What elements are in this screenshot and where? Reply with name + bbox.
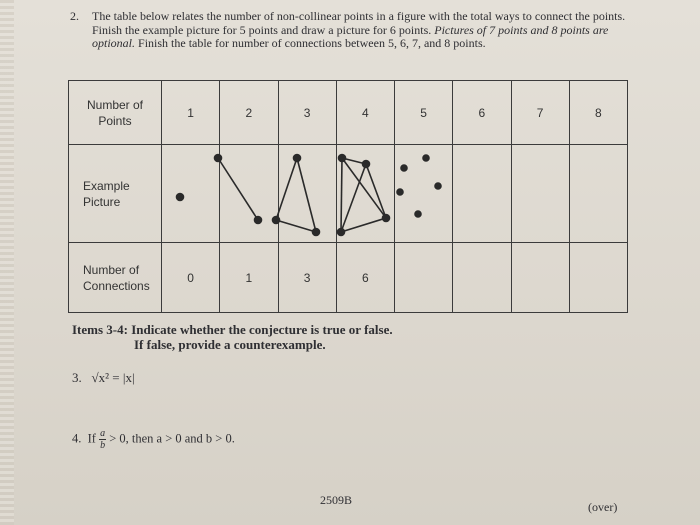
point-dot <box>294 155 301 162</box>
points-cell: 7 <box>511 81 569 145</box>
item-4-statement: > 0, then a > 0 and b > 0. <box>109 431 235 446</box>
point-dot <box>313 229 320 236</box>
point-dot <box>339 155 346 162</box>
page-code: 2509B <box>320 493 353 507</box>
point-dot <box>255 217 262 224</box>
fraction: $\frac{a}{b}$ <box>100 428 106 451</box>
item-number: 3. <box>72 370 82 385</box>
segment <box>276 158 297 220</box>
point-dot <box>177 194 184 201</box>
connections-cell: 0 <box>162 243 220 313</box>
item-4: 4. If $\frac{a}{b}$ > 0, then a > 0 and b > 0. <box>72 428 235 451</box>
segment <box>297 158 316 232</box>
segment <box>341 158 342 232</box>
example-pictures <box>68 80 628 312</box>
connections-cell: 1 <box>220 243 278 313</box>
point-dot <box>423 155 429 161</box>
point-dot <box>415 211 421 217</box>
point-dot <box>401 165 407 171</box>
segment <box>366 164 386 218</box>
faint-bleed-through <box>150 360 330 400</box>
points-cell: 5 <box>395 81 453 145</box>
row-label-points: Number of Points <box>69 81 162 145</box>
point-dot <box>215 155 222 162</box>
points-cell: 4 <box>336 81 394 145</box>
perforation-edge <box>0 0 14 525</box>
question-2 <box>70 10 630 51</box>
points-cell: 1 <box>162 81 220 145</box>
item-3-equation: √x² = |x| <box>91 370 135 385</box>
item-3 <box>72 370 135 386</box>
question-text: The table below relates the number of non-collinear points in a figure with the total ways to connect the points. Finish the example picture for 5 points and draw a picture for 6 points. Pictures of 7 points and 8 points are optional. Finish the table for number of connections between 5, 6, 7, and 8 points. <box>92 9 626 50</box>
point-dot <box>435 183 441 189</box>
over-label: (over) <box>588 500 618 514</box>
row-label-connections: Number of Connections <box>69 243 162 313</box>
point-dot <box>383 215 390 222</box>
point-dot <box>273 217 280 224</box>
item-number: 4. <box>72 431 82 446</box>
segment <box>341 218 386 232</box>
connections-cell: 6 <box>336 243 394 313</box>
point-dot <box>363 161 370 168</box>
points-cell: 6 <box>453 81 511 145</box>
point-dot <box>397 189 403 195</box>
row-label-picture: Example Picture <box>69 145 162 243</box>
segment <box>218 158 258 220</box>
connections-cell: 3 <box>278 243 336 313</box>
points-connections-table <box>68 80 628 312</box>
point-dot <box>338 229 345 236</box>
question-number: 2. <box>70 9 79 23</box>
points-cell: 8 <box>569 81 627 145</box>
points-cell: 2 <box>220 81 278 145</box>
segment <box>276 220 316 232</box>
points-cell: 3 <box>278 81 336 145</box>
items-heading: Items 3-4: Indicate whether the conjecture is true or false. If false, provide a counterexample. <box>72 322 393 352</box>
